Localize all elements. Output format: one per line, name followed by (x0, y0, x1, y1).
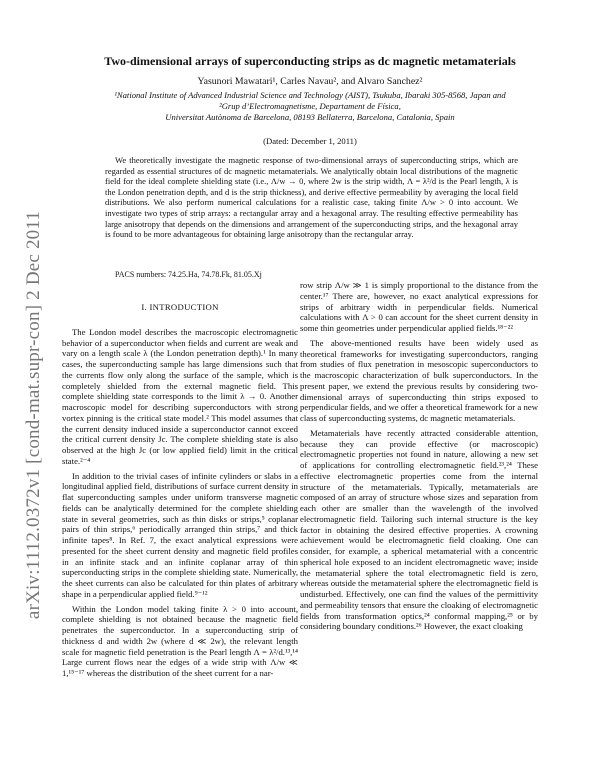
paragraph: The London model describes the macroscopic electromagnetic behavior of a superconductor when fields and current are weak and vary on a length scale λ (the London penetration depth).¹ In many cases, the superconducting sample has large dimensions such that the currents flow only along the surface of the sample, which is completely shielded from the external magnetic field. This complete shielding state corresponds to the limit λ → 0. Another macroscopic model for describing superconductors with strong vortex pinning is the critical state model.² This model assumes that the current density induced inside a superconductor cannot exceed the critical current density Jc. The complete shielding state is also observed at the high Jc (or low applied field) limit in the critical state.²⁻⁴ (62, 326, 298, 466)
date-line: (Dated: December 1, 2011) (263, 136, 357, 146)
paper-title: Two-dimensional arrays of superconducting strips as dc magnetic metamaterials (104, 54, 516, 68)
arxiv-identifier (14, 180, 54, 650)
paragraph: Within the London model taking finite λ > 0 into account, complete shielding is not obtained because the magnetic field penetrates the superconductor. In a superconducting strip of thickness d and width 2w (where d ≪ 2w), the relevant length scale for magnetic field penetration is the Pearl length Λ = λ²/d.¹³,¹⁴ Large current flows near the edges of a wide strip with Λ/w ≪ 1,¹⁵⁻¹⁷ whereas the distribution of the sheet current for a nar- (62, 603, 298, 678)
right-column (300, 280, 538, 632)
affiliation-2a: ²Grup d’Electromagnetisme, Departament de Física, (219, 101, 401, 111)
left-column (62, 302, 298, 679)
affiliation-1: ¹National Institute of Advanced Industrial Science and Technology (AIST), Tsukuba, Ibaraki 305-8568, Japan and (114, 90, 506, 100)
paragraph: In addition to the trivial cases of infinite cylinders or slabs in a longitudinal applied field, distributions of surface current density in flat superconducting samples under uniform transverse magnetic fields can be analytically determined for the complete shielding state in several geometries, such as thin disks or strips,⁵ coplanar pairs of thin strips,⁶ periodically arranged thin strips,⁷ and thick infinite tapes⁸. In Ref. 7, the exact analytical expressions were presented for the sheet current density and magnetic field profiles in an infinite stack and an infinite coplanar array of thin superconducting strips in the complete shielding state. Numerically, the sheet currents can also be calculated for thin plates of arbitrary shape in a perpendicular applied field.⁹⁻¹² (62, 470, 298, 599)
author-list: Yasunori Mawatari¹, Carles Navau², and Alvaro Sanchez² (197, 76, 423, 87)
affiliation-2b: Universitat Autònoma de Barcelona, 08193 Bellaterra, Barcelona, Catalonia, Spain (165, 112, 455, 122)
pacs-numbers: PACS numbers: 74.25.Ha, 74.78.Fk, 81.05.Xj (115, 270, 262, 279)
paragraph: Metamaterials have recently attracted considerable attention, because they can provide effective (or macroscopic) electromagnetic properties not found in nature, allowing a new set of applications for controlling electromagnetic field.²³,²⁴ These effective electromagnetic properties come from the internal structure of the metamaterials. Typically, metamaterials are composed of an array of structure whose sizes and separation from each other are smaller than the wavelength of the involved electromagnetic field. Tailoring such internal structure is the key factor in obtaining the desired effective properties. A crowning achievement would be electromagnetic field cloaking. One can consider, for example, a spherical metamaterial with a concentric spherical hole exposed to an incident electromagnetic wave; inside the metamaterial sphere the total electromagnetic field is zero, whereas outside the metamaterial sphere the electromagnetic field is undisturbed. Effectively, one can find the values of the permittivity and permeability tensors that ensure the cloaking of electromagnetic fields from transformation optics,²⁴ conformal mapping,²⁵ or by considering boundary conditions.²⁶ However, the exact cloaking (300, 427, 538, 632)
abstract: We theoretically investigate the magnetic response of two-dimensional arrays of superconducting strips, which are regarded as essential structures of dc magnetic metamaterials. We analytically obtain local distributions of the magnetic field for the ideal complete shielding state (i.e., Λ/w → 0, where 2w is the strip width, Λ = λ²/d is the Pearl length, λ is the London penetration depth, and d is the strip thickness), and derive effective permeability by averaging the local field distributions. We also perform numerical calculations for a realistic case, taking finite Λ/w > 0 into account. We investigate two types of strip arrays: a rectangular array and a hexagonal array. The resulting effective permeability has large anisotropy that depends on the dimensions and arrangement of the superconducting strips, and the hexagonal array is found to be more advantageous for obtaining large anisotropy than the rectangular array. (105, 155, 518, 240)
section-heading: I. INTRODUCTION (141, 302, 219, 312)
paragraph: row strip Λ/w ≫ 1 is simply proportional to the distance from the center.¹⁷ There are, however, no exact analytical expressions for strips of arbitrary width in perpendicular fields. Numerical calculations with Λ > 0 can account for the sheet current density in some thin geometries under perpendicular applied fields.¹⁸⁻²² (300, 280, 538, 333)
arxiv-identifier-text: arXiv:1112.0372v1 [cond-mat.supr-con] 2 Dec 2011 (23, 210, 44, 620)
paragraph: The above-mentioned results have been widely used as theoretical frameworks for investigating superconductors, ranging from studies of flux penetration in mesoscopic superconductors to the macroscopic characterization of bulk superconductors. In the present paper, we extend the previous results by considering two-dimensional arrays of superconducting thin strips exposed to perpendicular fields, and we offer a theoretical framework for a new class of superconducting systems, dc magnetic metamaterials. (300, 337, 538, 423)
